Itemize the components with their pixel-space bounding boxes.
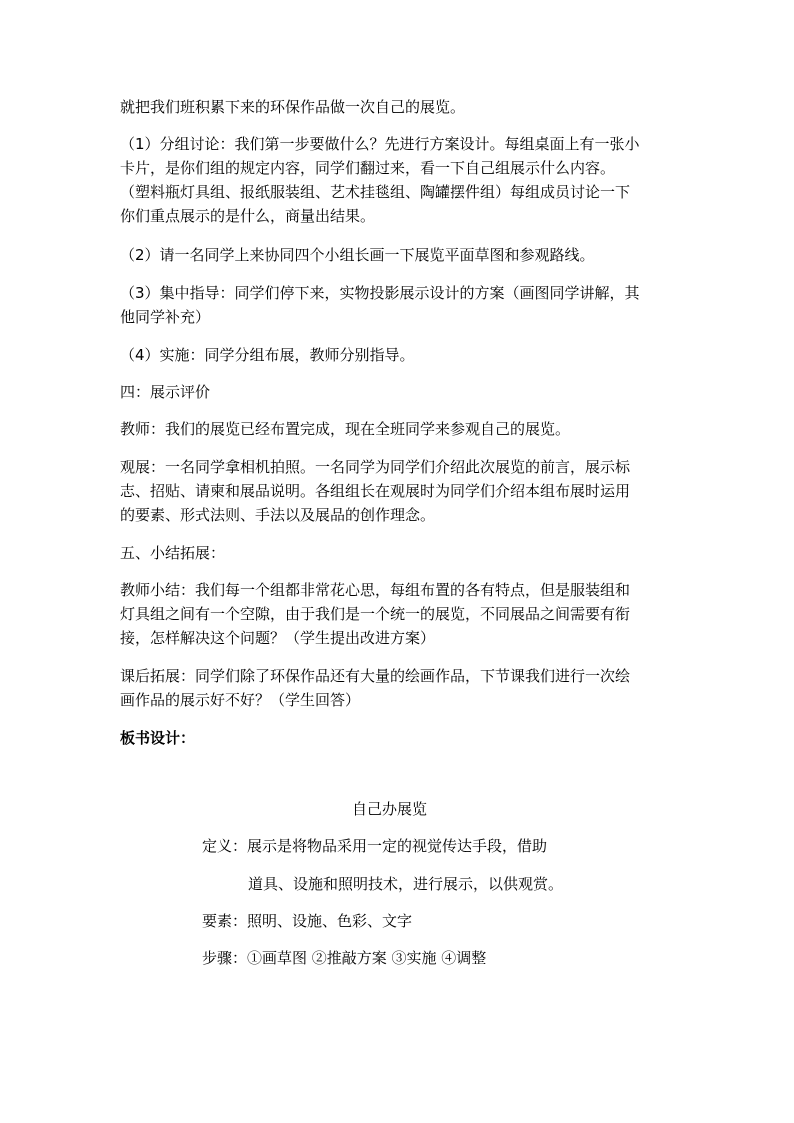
extension-line: 课后拓展：同学们除了环保作品还有大量的绘画作品，下节课我们进行一次绘 [120,667,631,685]
section-heading: 五、小结拓展： [120,544,226,562]
step4-paragraph: （4）实施：同学分组布展，教师分别指导。 [120,346,415,364]
step1-line: （1）分组讨论：我们第一步要做什么？先进行方案设计。每组桌面上有一张小 [120,135,640,153]
summary-line: 教师小结：我们每一个组都非常花心思，每组布置的各有特点，但是服装组和 [120,581,631,599]
step1-line: （塑料瓶灯具组、报纸服装组、艺术挂毯组、陶罐摆件组）每组成员讨论一下 [120,183,631,201]
step3-line: （3）集中指导：同学们停下来，实物投影展示设计的方案（画图同学讲解，其 [120,284,640,302]
step3-line: 他同学补充） [120,308,211,326]
board-definition-line: 定义：展示是将物品采用一定的视觉传达手段，借助 [202,837,548,855]
summary-line: 接，怎样解决这个问题？（学生提出改进方案） [120,629,436,647]
summary-line: 灯具组之间有一个空隙，由于我们是一个统一的展览，不同展品之间需要有衔 [120,605,631,623]
board-definition-line: 道具、设施和照明技术，进行展示，以供观赏。 [248,875,564,893]
board-steps: 步骤：①画草图 ②推敲方案 ③实施 ④调整 [202,949,487,967]
visit-line: 的要素、形式法则、手法以及展品的创作理念。 [120,506,436,524]
extension-line: 画作品的展示好不好？（学生回答） [120,691,361,709]
teacher-paragraph: 教师：我们的展览已经布置完成，现在全班同学来参观自己的展览。 [120,420,571,438]
visit-line: 观展：一名同学拿相机拍照。一名同学为同学们介绍此次展览的前言，展示标 [120,458,631,476]
section-heading: 四：展示评价 [120,383,211,401]
step1-line: 卡片，是你们组的规定内容，同学们翻过来，看一下自己组展示什么内容。 [120,159,616,177]
step1-line: 你们重点展示的是什么，商量出结果。 [120,207,376,225]
visit-line: 志、招贴、请柬和展品说明。各组组长在观展时为同学们介绍本组布展时运用 [120,482,631,500]
intro-paragraph: 就把我们班积累下来的环保作品做一次自己的展览。 [120,98,466,116]
board-heading: 板书设计： [120,729,196,747]
board-elements: 要素：照明、设施、色彩、文字 [202,912,413,930]
board-title: 自己办展览 [352,800,428,818]
step2-paragraph: （2）请一名同学上来协同四个小组长画一下展览平面草图和参观路线。 [120,246,595,264]
